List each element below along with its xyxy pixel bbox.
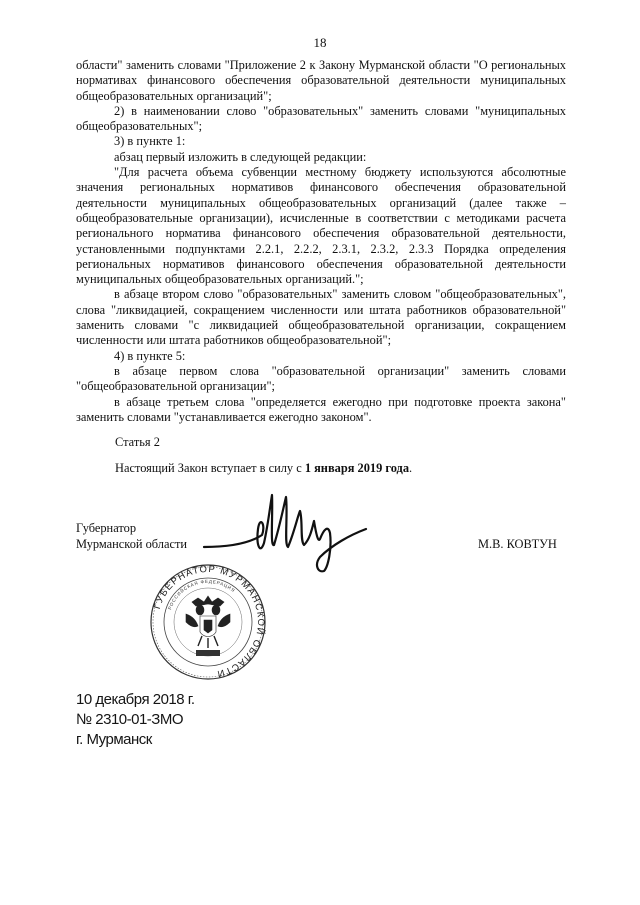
signing-date: 10 декабря 2018 г. <box>76 691 195 708</box>
paragraph: "Для расчета объема субвенции местному бюджету используются абсолютные значения региональных нормативов финансового обеспечения образовательной деятельности муниципальных общеобразовательных организаций (далее также – общеобразовательные организации), исчисленные в соответствии с методиками расчета регионального норматива финансового обеспечения образовательной деятельности, установленными подпунктами 2.2.1, 2.2.2, 2.3.1, 2.3.2, 2.3.3 Порядка определения региональных нормативов финансового обеспечения образовательной деятельности муниципальных общеобразовательных организаций."; <box>76 165 566 287</box>
paragraph: 3) в пункте 1: <box>114 134 186 149</box>
paragraph: 2) в наименовании слово "образовательных" заменить словами "муниципальных общеобразовательных"; <box>76 103 566 134</box>
seal-outer-text: ГУБЕРНАТОР МУРМАНСКОЙ ОБЛАСТИ <box>151 563 267 680</box>
signing-details <box>76 690 195 750</box>
amendment-text <box>76 58 566 425</box>
paragraph: в абзаце втором слово "образовательных" заменить словом "общеобразовательных", слова "ликвидацией, сокращением численности или штата работников образовательной" заменить словами "с ликвидацией общеобразовательной организации, сокращением численности или штата работников общеобразовательной"; <box>76 287 566 348</box>
governor-name: М.В. КОВТУН <box>478 537 557 551</box>
paragraph: области" заменить словами "Приложение 2 к Закону Мурманской области "О региональных нормативах финансового обеспечения образовательной деятельности муниципальных общеобразовательных организаций"; <box>76 58 566 103</box>
enactment-prefix: Настоящий Закон вступает в силу с <box>115 461 305 475</box>
paragraph: абзац первый изложить в следующей редакции: <box>114 149 367 164</box>
governor-title <box>76 521 187 552</box>
paragraph: в абзаце третьем слова "определяется ежегодно при подготовке проекта закона" заменить словами "устанавливается ежегодно законом". <box>76 394 566 424</box>
paragraph: в абзаце первом слова "образовательной организации" заменить словами "общеобразовательной организации"; <box>76 363 566 394</box>
governor-seal-icon <box>148 562 268 682</box>
coat-of-arms-icon <box>186 596 230 648</box>
paragraph: 4) в пункте 5: <box>114 348 186 363</box>
seal-inner-text: РОССИЙСКАЯ ФЕДЕРАЦИЯ <box>167 578 237 611</box>
enactment-suffix: . <box>409 461 413 475</box>
governor-title-line2: Мурманской области <box>76 536 188 551</box>
signing-city: г. Мурманск <box>76 731 152 748</box>
article-heading: Статья 2 <box>115 435 160 449</box>
enactment-date: 1 января 2019 года <box>304 461 410 475</box>
page-number: 18 <box>313 35 327 50</box>
enactment-line <box>115 461 412 476</box>
governor-title-line1: Губернатор <box>76 521 137 535</box>
law-number: № 2310-01-ЗМО <box>76 711 184 728</box>
